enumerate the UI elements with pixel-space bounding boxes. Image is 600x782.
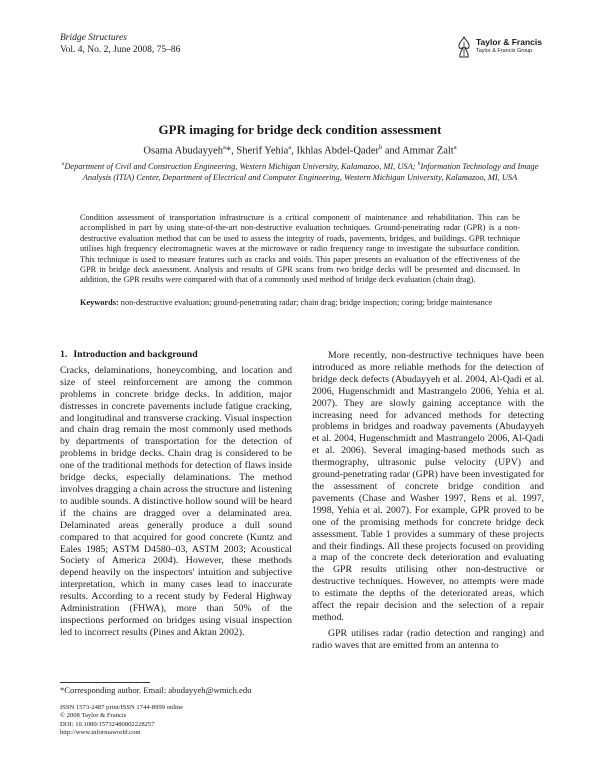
author-affiliation-mark: a (288, 144, 292, 151)
footnote-divider (60, 682, 150, 683)
affiliations (60, 159, 540, 183)
article-title: GPR imaging for bridge deck condition assessment (158, 122, 442, 137)
keywords-label: Keywords: (80, 298, 119, 307)
keywords-text: non-destructive evaluation; ground-penetrating radar; chain drag; bridge inspection; coring; bridge maintenance (120, 298, 493, 307)
body-paragraph: More recently, non-destructive techniques have been introduced as more reliable methods for the detection of bridge deck defects (Abudayyeh et al. 2004, Al-Qadi et al. 2006, Hugenschmidt and Mastrangelo 2006, Yehia et al. 2007). They are slowly gaining acceptance with the increasing need for advanced methods for detecting problems in bridges and roadway pavements (Abudayyeh et al. 2004, Hugenschmidt and Mastrangelo 2006, Al-Qadi et al. 2006). Several imaging-based methods such as thermography, ultrasonic pulse velocity (UPV) and ground-penetrating radar (GPR) have been investigated for the assessment of concrete bridge condition and pavements (Chase and Washer 1997, Rens et al. 1997, 1998, Yehia et al. 2007). For example, GPR proved to be one of the promising methods for concrete bridge deck assessment. Table 1 provides a summary of these projects and their findings. All these projects focused on providing a map of the concrete deck deterioration and evaluating the GPR results utilising other non-destructive or destructive techniques. However, no attempts were made to estimate the depths of the deteriorated areas, which affect the repair decision and the selection of a repair method. (312, 350, 544, 623)
body-column-left (60, 349, 292, 639)
affiliation-mark: b (417, 161, 421, 167)
section-number: 1. (60, 349, 68, 360)
author-affiliation-mark: a (223, 144, 226, 151)
publisher-logo (456, 36, 566, 62)
author-name: Osama Abudayyeh (143, 145, 224, 157)
author-list (0, 144, 600, 157)
author-affiliation-mark: a (453, 144, 457, 151)
section-title: Introduction and background (73, 349, 198, 360)
publisher-group: Taylor & Francis Group (476, 48, 533, 54)
body-column-right (312, 350, 544, 652)
publisher-name: Taylor & Francis (476, 37, 542, 47)
author-affiliation-mark: b (378, 144, 383, 151)
affiliation-a: Department of Civil and Construction Engineering, Western Michigan University, Kalamazoo, MI, USA; (64, 161, 418, 171)
publisher-emblem-icon (456, 36, 472, 58)
doi-line: DOI: 10.1080/15732480802228257 (60, 720, 155, 728)
running-header (60, 32, 180, 56)
body-paragraph: GPR utilises radar (radio detection and ranging) and radio waves that are emitted from an antenna to (312, 627, 544, 651)
author-separator: and (382, 145, 403, 157)
copyright-line: © 2008 Taylor & Francis (60, 712, 127, 720)
affiliation-mark: a (61, 161, 65, 167)
author-separator: , (291, 145, 297, 157)
corresponding-author-footnote: *Corresponding author. Email: abudayyeh@wmich.edu (60, 685, 252, 695)
section-heading (60, 349, 292, 361)
volume-line: Vol. 4, No. 2, June 2008, 75–86 (60, 45, 181, 55)
journal-name: Bridge Structures (60, 33, 127, 43)
keywords (80, 298, 520, 308)
author-separator: *, (225, 145, 237, 157)
body-paragraph: Cracks, delaminations, honeycombing, and location and size of steel reinforcement are among the common problems in concrete bridge decks. In addition, major distresses in concrete pavements include fatigue cracking, and longitudinal and transverse cracking. Visual inspection and chain drag remain the most commonly used methods by departments of transportation for the detection of problems in bridge decks. Chain drag is considered to be one of the traditional methods for detection of flaws inside bridge decks, especially delaminations. The method involves dragging a chain across the structure and listening to audible sounds. A distinctive hollow sound will be heard if the chains are dragged over a delaminated area. Delaminated areas generally produce a dull sound compared to that acquired for good concrete (Kuntz and Eales 1985; ASTM D4580–03, ASTM 2003; Acoustical Society of America 2004). However, these methods depend heavily on the inspectors' intuition and subjective interpretation, which in many cases lead to inaccurate results. According to a recent study by Federal Highway Administration (FHWA), more than 50% of the inspections performed on bridges using visual inspection led to incorrect results (Pines and Aktan 2002). (60, 364, 292, 638)
affiliation-b: Information Technology and Image Analysis (ITIA) Center, Department of Electrical and Computer Engineering, Western Michigan University, Kalamazoo, MI, USA (82, 161, 539, 182)
author-name: Sherif Yehia (236, 145, 289, 157)
author-name: Ammar Zalt (402, 145, 454, 157)
website-line: http://www.informaworld.com (60, 729, 141, 737)
issn-line: ISSN 1573-2487 print/ISSN 1744-8999 online (60, 704, 184, 711)
author-name: Ikhlas Abdel-Qader (296, 145, 379, 157)
publication-metadata (60, 704, 183, 738)
abstract: Condition assessment of transportation infrastructure is a critical component of maintenance and rehabilitation. This can be accomplished in part by using state-of-the-art non-destructive evaluation techniques. Ground-penetrating radar (GPR) is a non-destructive evaluation method that can be used to assess the integrity of roads, pavements, bridges, and buildings. GPR technique utilises high frequency electromagnetic waves at the microwave or radio frequency range to investigate the subsurface condition. This technique is used to measure features such as cracks and voids. This paper presents an evaluation of the effectiveness of the GPR in bridge deck assessment. Analysis and results of GPR scans from two bridge decks will be presented and discussed. In addition, the GPR results were compared with that of a commonly used method of bridge deck evaluation (chain drag). (80, 213, 520, 285)
